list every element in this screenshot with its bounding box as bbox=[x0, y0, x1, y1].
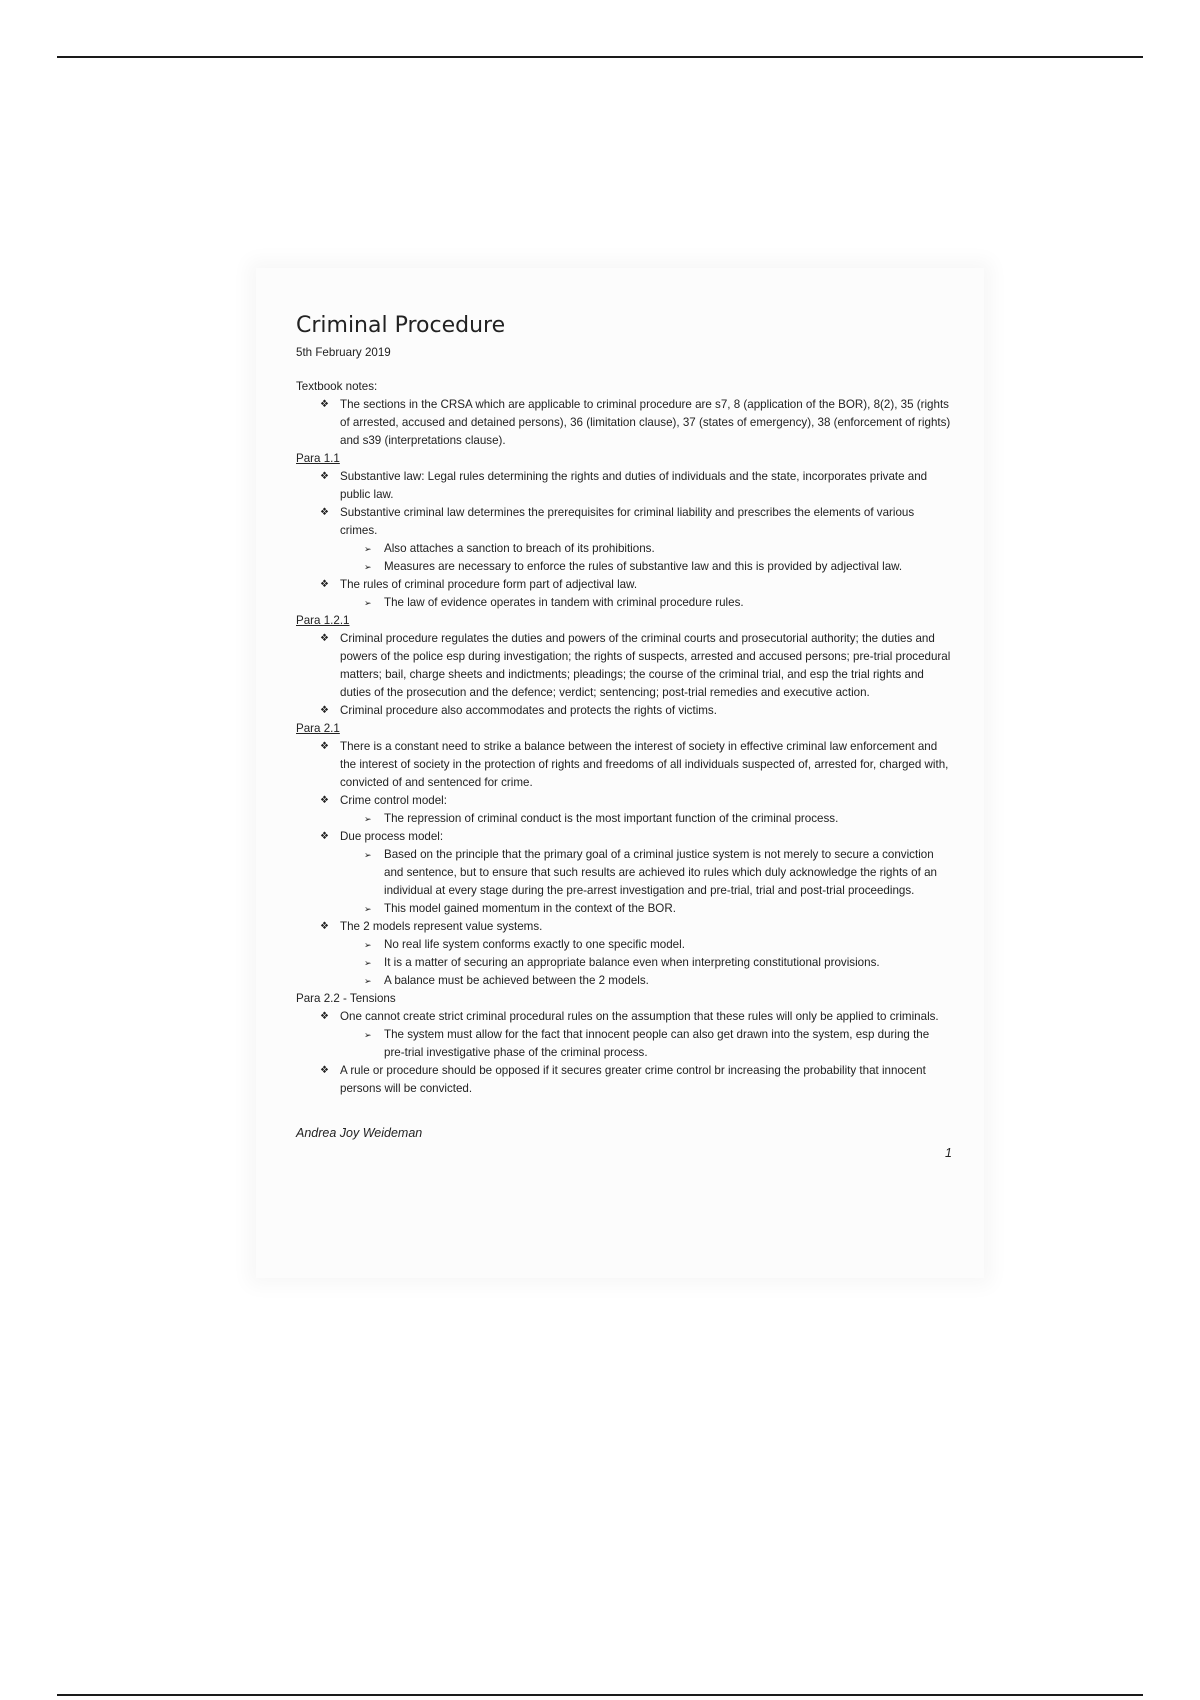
diamond-bullet-icon: ❖ bbox=[320, 399, 329, 410]
sub-list-item-text: Also attaches a sanction to breach of its prohibitions. bbox=[384, 542, 655, 555]
arrow-bullet-icon: ➢ bbox=[364, 598, 372, 608]
arrow-bullet-icon: ➢ bbox=[364, 976, 372, 986]
notes-sections bbox=[296, 396, 952, 1098]
intro-label: Textbook notes: bbox=[296, 380, 378, 393]
bullet-list bbox=[296, 738, 952, 990]
sub-list-item bbox=[364, 936, 952, 954]
sub-bullet-list bbox=[340, 810, 952, 828]
list-item-text: A rule or procedure should be opposed if it secures greater crime control br increasing the probability that innocent persons will be convicted. bbox=[340, 1064, 926, 1095]
section-heading: Para 1.1 bbox=[296, 452, 340, 465]
arrow-bullet-icon: ➢ bbox=[364, 814, 372, 824]
list-item bbox=[320, 828, 952, 918]
section-heading: Para 2.2 - Tensions bbox=[296, 992, 396, 1005]
diamond-bullet-icon: ❖ bbox=[320, 507, 329, 518]
sub-list-item-text: The repression of criminal conduct is the most important function of the criminal process. bbox=[384, 812, 839, 825]
sub-list-item-text: No real life system conforms exactly to one specific model. bbox=[384, 938, 685, 951]
list-item-text: Due process model: bbox=[340, 830, 444, 843]
sub-list-item-text: The law of evidence operates in tandem with criminal procedure rules. bbox=[384, 596, 744, 609]
list-item-text: The sections in the CRSA which are applicable to criminal procedure are s7, 8 (application of the BOR), 8(2), 35 (rights of arrested, accused and detained persons), 36 (limitation clause), 37 (states of emergency), 38 (enforcement of rights) and s39 (interpretations clause). bbox=[340, 398, 951, 447]
list-item bbox=[320, 396, 952, 450]
list-item bbox=[320, 792, 952, 828]
section-heading: Para 2.1 bbox=[296, 722, 340, 735]
list-item bbox=[320, 1008, 952, 1062]
arrow-bullet-icon: ➢ bbox=[364, 958, 372, 968]
list-item bbox=[320, 738, 952, 792]
list-item bbox=[320, 468, 952, 504]
list-item bbox=[320, 504, 952, 576]
section-heading: Para 1.2.1 bbox=[296, 614, 350, 627]
list-item-text: The rules of criminal procedure form part of adjectival law. bbox=[340, 578, 638, 591]
sub-bullet-list bbox=[340, 936, 952, 990]
list-item bbox=[320, 918, 952, 990]
sub-bullet-list bbox=[340, 846, 952, 918]
list-item-text: Substantive criminal law determines the prerequisites for criminal liability and prescribes the elements of various crimes. bbox=[340, 506, 915, 537]
sub-bullet-list bbox=[340, 594, 952, 612]
diamond-bullet-icon: ❖ bbox=[320, 741, 329, 752]
diamond-bullet-icon: ❖ bbox=[320, 471, 329, 482]
diamond-bullet-icon: ❖ bbox=[320, 831, 329, 842]
sub-list-item-text: The system must allow for the fact that innocent people can also get drawn into the system, esp during the pre-trial investigative phase of the criminal process. bbox=[384, 1028, 930, 1059]
sub-list-item bbox=[364, 954, 952, 972]
list-item-text: There is a constant need to strike a balance between the interest of society in effective criminal law enforcement and the interest of society in the protection of rights and freedoms of all individuals suspected of, arrested for, charged with, convicted of and sentenced for crime. bbox=[340, 740, 949, 789]
diamond-bullet-icon: ❖ bbox=[320, 633, 329, 644]
diamond-bullet-icon: ❖ bbox=[320, 1065, 329, 1076]
diamond-bullet-icon: ❖ bbox=[320, 579, 329, 590]
sub-list-item-text: Based on the principle that the primary goal of a criminal justice system is not merely to secure a conviction and sentence, but to ensure that such results are achieved ito rules which duly acknowledge the rights of an individual at every stage during the pre-arrest investigation and pre-trial, trial and post-trial proceedings. bbox=[384, 848, 937, 897]
diamond-bullet-icon: ❖ bbox=[320, 921, 329, 932]
sub-list-item bbox=[364, 900, 952, 918]
list-item bbox=[320, 1062, 952, 1098]
author-name: Andrea Joy Weideman bbox=[296, 1126, 423, 1140]
sub-list-item bbox=[364, 594, 952, 612]
list-item-text: The 2 models represent value systems. bbox=[340, 920, 543, 933]
bullet-list bbox=[296, 468, 952, 612]
arrow-bullet-icon: ➢ bbox=[364, 562, 372, 572]
sub-list-item-text: This model gained momentum in the context of the BOR. bbox=[384, 902, 676, 915]
list-item bbox=[320, 702, 952, 720]
arrow-bullet-icon: ➢ bbox=[364, 904, 372, 914]
page-content bbox=[296, 312, 952, 1162]
list-item bbox=[320, 630, 952, 702]
sub-list-item bbox=[364, 1026, 952, 1062]
bullet-list bbox=[296, 630, 952, 720]
sub-list-item bbox=[364, 846, 952, 900]
bullet-list bbox=[296, 1008, 952, 1098]
list-item-text: Criminal procedure regulates the duties and powers of the criminal courts and prosecutorial authority; the duties and powers of the police esp during investigation; the rights of suspects, arrested and accused persons; pre-trial procedural matters; bail, charge sheets and indictments; pleadings; the course of the criminal trial, and esp the trial rights and duties of the prosecution and the defence; verdict; sentencing; post-trial remedies and executive action. bbox=[340, 632, 951, 699]
diamond-bullet-icon: ❖ bbox=[320, 705, 329, 716]
sub-list-item-text: A balance must be achieved between the 2 models. bbox=[384, 974, 649, 987]
list-item-text: Crime control model: bbox=[340, 794, 447, 807]
bottom-rule bbox=[57, 1694, 1143, 1696]
arrow-bullet-icon: ➢ bbox=[364, 850, 372, 860]
document-page bbox=[256, 268, 984, 1278]
sub-list-item bbox=[364, 540, 952, 558]
arrow-bullet-icon: ➢ bbox=[364, 940, 372, 950]
sub-list-item bbox=[364, 558, 952, 576]
list-item-text: Substantive law: Legal rules determining the rights and duties of individuals and the state, incorporates private and public law. bbox=[340, 470, 928, 501]
sub-list-item-text: Measures are necessary to enforce the rules of substantive law and this is provided by adjectival law. bbox=[384, 560, 903, 573]
sub-list-item-text: It is a matter of securing an appropriate balance even when interpreting constitutional provisions. bbox=[384, 956, 880, 969]
document-title: Criminal Procedure bbox=[296, 313, 506, 338]
sub-list-item bbox=[364, 972, 952, 990]
page-number: 1 bbox=[945, 1146, 952, 1160]
diamond-bullet-icon: ❖ bbox=[320, 795, 329, 806]
sub-bullet-list bbox=[340, 1026, 952, 1062]
arrow-bullet-icon: ➢ bbox=[364, 1030, 372, 1040]
sub-list-item bbox=[364, 810, 952, 828]
list-item-text: Criminal procedure also accommodates and protects the rights of victims. bbox=[340, 704, 717, 717]
bullet-list bbox=[296, 396, 952, 450]
diamond-bullet-icon: ❖ bbox=[320, 1011, 329, 1022]
top-rule bbox=[57, 56, 1143, 58]
list-item bbox=[320, 576, 952, 612]
list-item-text: One cannot create strict criminal procedural rules on the assumption that these rules will only be applied to criminals. bbox=[340, 1010, 939, 1023]
arrow-bullet-icon: ➢ bbox=[364, 544, 372, 554]
document-date: 5th February 2019 bbox=[296, 346, 391, 359]
sub-bullet-list bbox=[340, 540, 952, 576]
